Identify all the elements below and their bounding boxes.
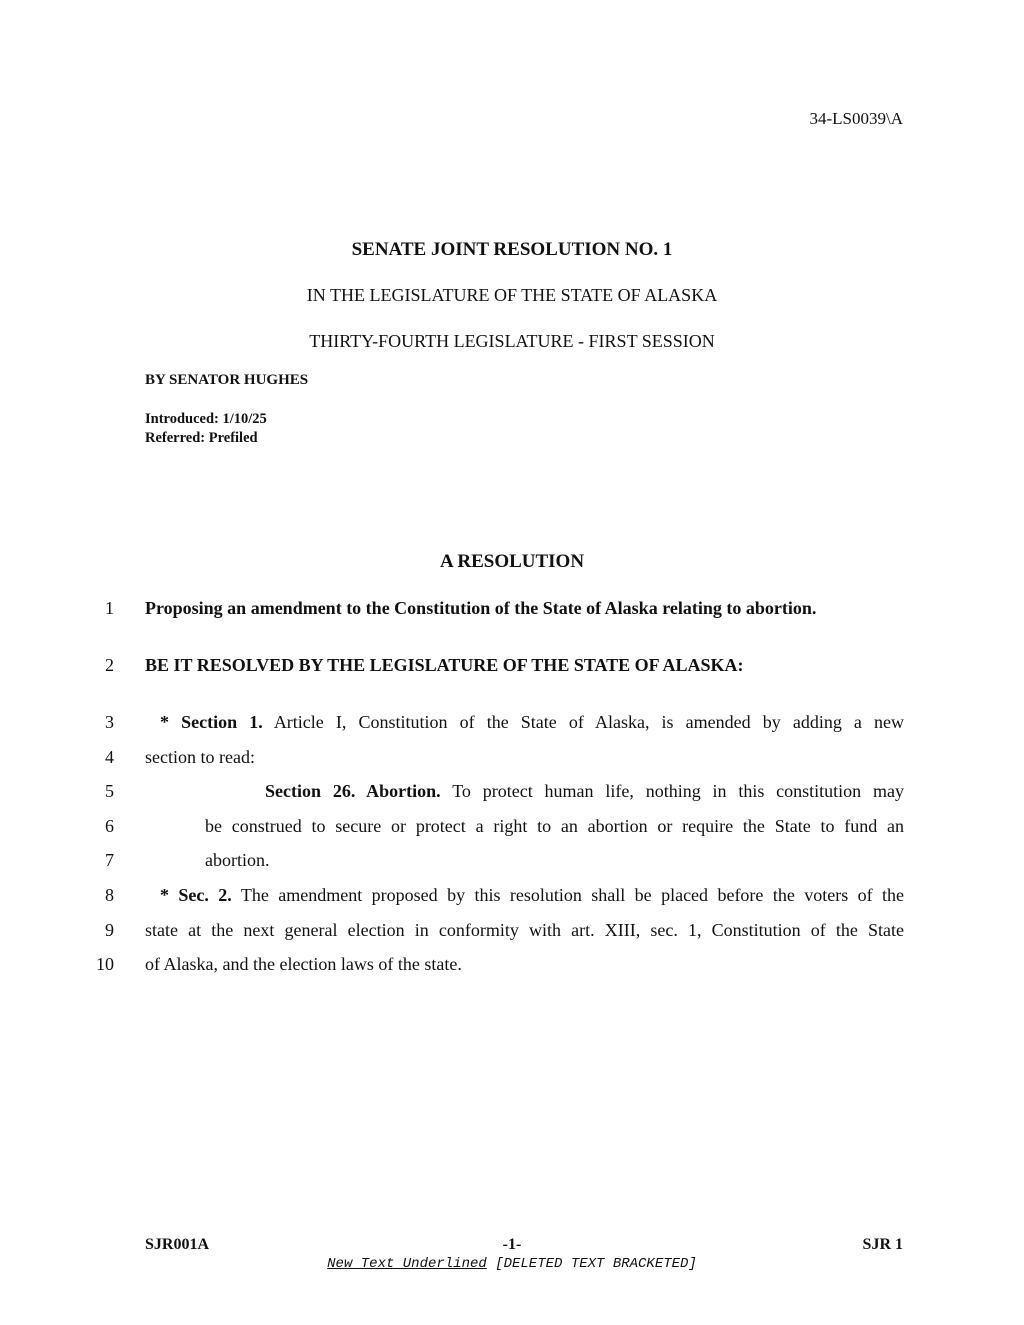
section-1-continuation: section to read: [145, 747, 255, 767]
line-number: 2 [105, 655, 114, 675]
resolution-heading: A RESOLUTION [439, 551, 585, 572]
introduction-info [145, 410, 267, 448]
section-1-line [160, 712, 904, 733]
line-number: 6 [105, 816, 114, 836]
edit-legend [0, 1256, 1024, 1272]
legend-deleted-text: [DELETED TEXT BRACKETED] [495, 1256, 697, 1272]
introduced-date: Introduced: 1/10/25 [145, 411, 267, 427]
section-26-line [265, 781, 904, 802]
line-number: 3 [105, 712, 114, 732]
section-26-continuation: be construed to secure or protect a right to an abortion or require the State to fund an [205, 816, 904, 836]
section-1-text: Article I, Constitution of the State of Alaska, is amended by adding a new [273, 712, 904, 732]
section-2-text: The amendment proposed by this resolution shall be placed before the voters of the [240, 885, 905, 905]
enacting-clause: BE IT RESOLVED BY THE LEGISLATURE OF THE STATE OF ALASKA: [145, 655, 744, 675]
line-number: 10 [96, 954, 114, 974]
section-1-label: * Section 1. [160, 712, 263, 732]
footer-bill-code: SJR001A [145, 1236, 210, 1253]
line-number: 4 [105, 747, 114, 767]
legislature-name: IN THE LEGISLATURE OF THE STATE OF ALASKA [306, 285, 718, 305]
line-number: 7 [105, 850, 114, 870]
footer-bill-short: SJR 1 [862, 1236, 903, 1253]
section-2-line [160, 885, 904, 906]
resolution-title: SENATE JOINT RESOLUTION NO. 1 [351, 239, 673, 260]
page-number: -1- [502, 1236, 522, 1253]
sponsor: BY SENATOR HUGHES [145, 372, 309, 388]
session-name: THIRTY-FOURTH LEGISLATURE - FIRST SESSION [309, 331, 715, 351]
legend-new-text: New Text Underlined [327, 1256, 487, 1272]
line-number: 1 [105, 598, 114, 618]
section-26-end: abortion. [205, 850, 270, 870]
section-2-label: * Sec. 2. [160, 885, 232, 905]
referred-status: Referred: Prefiled [145, 430, 258, 446]
section-26-text: To protect human life, nothing in this constitution may [452, 781, 904, 801]
line-number: 5 [105, 781, 114, 801]
section-2-end: of Alaska, and the election laws of the state. [145, 954, 462, 974]
line-number: 8 [105, 885, 114, 905]
document-id: 34-LS0039\A [809, 109, 903, 128]
line-number: 9 [105, 920, 114, 940]
section-2-continuation: state at the next general election in conformity with art. XIII, sec. 1, Constitution of the State [145, 920, 904, 940]
section-26-label: Section 26. Abortion. [265, 781, 441, 801]
resolution-summary: Proposing an amendment to the Constitution of the State of Alaska relating to abortion. [145, 598, 817, 618]
